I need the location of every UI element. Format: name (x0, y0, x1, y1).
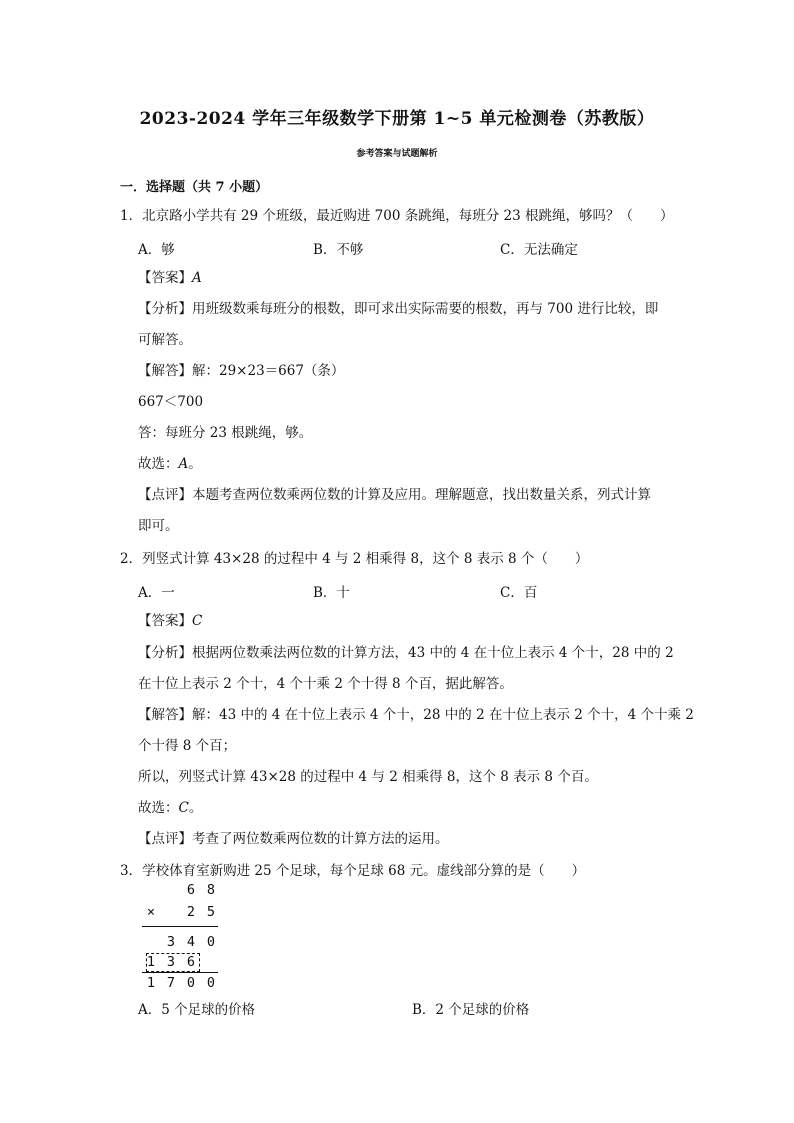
q1-option-c: C．无法确定 (500, 242, 578, 258)
q1-comment-line2: 即可。 (138, 518, 179, 534)
q2-option-c: C．百 (500, 585, 538, 601)
digit: 0 (206, 934, 216, 950)
q2-option-a: A．一 (138, 585, 175, 601)
q1-solution-line3: 答：每班分 23 根跳绳，够。 (138, 425, 313, 441)
answer-value: C (192, 613, 203, 629)
answer-label: 【答案】 (138, 613, 192, 629)
q1-option-a: A．够 (138, 242, 175, 258)
digit: 0 (186, 975, 196, 991)
q2-stem: 2．列竖式计算 43×28 的过程中 4 与 2 相乘得 8，这个 8 表示 8 个（ ） (120, 551, 589, 567)
q3-option-b: B．2 个足球的价格 (412, 1002, 530, 1018)
digit: 6 (186, 954, 196, 970)
digit: 0 (206, 975, 216, 991)
digit: 5 (206, 904, 216, 920)
digit: 2 (186, 904, 196, 920)
answer-value: A (192, 270, 202, 286)
choice-prefix: 故选： (138, 800, 179, 816)
digit: 6 (186, 882, 196, 898)
answer-label: 【答案】 (138, 270, 192, 286)
page-subtitle: 参考答案与试题解析 (356, 149, 438, 159)
q3-stem: 3．学校体育室新购进 25 个足球，每个足球 68 元。虚线部分算的是（ ） (120, 863, 586, 879)
q1-stem: 1．北京路小学共有 29 个班级，最近购进 700 条跳绳，每班分 23 根跳绳，够吗？（ ） (120, 208, 674, 224)
section-heading: 一．选择题（共 7 小题） (120, 180, 269, 195)
choice-suffix: 。 (188, 456, 202, 472)
choice-suffix: 。 (188, 800, 203, 816)
q2-solution-line1: 【解答】解：43 中的 4 在十位上表示 4 个十，28 中的 2 在十位上表示 2 个十，4 个十乘 2 (138, 707, 694, 723)
q2-answer (138, 612, 202, 630)
choice-value: C (178, 800, 189, 816)
digit: 1 (146, 954, 156, 970)
q3-option-a: A．5 个足球的价格 (138, 1002, 256, 1018)
q2-option-b: B．十 (313, 585, 350, 601)
choice-prefix: 故选： (138, 456, 179, 472)
q1-analysis-line2: 可解答。 (138, 332, 192, 348)
digit: 8 (206, 882, 216, 898)
q2-solution-line3: 所以，列竖式计算 43×28 的过程中 4 与 2 相乘得 8，这个 8 表示 8 个百。 (138, 769, 598, 785)
q2-choice (138, 799, 202, 817)
digit: 1 (146, 975, 156, 991)
q2-solution-line2: 个十得 8 个百； (138, 738, 237, 754)
q2-analysis-line2: 在十位上表示 2 个十，4 个十乘 2 个十得 8 个百，据此解答。 (138, 676, 513, 692)
rule-line (142, 926, 218, 927)
q2-comment-line1: 【点评】考查了两位数乘两位数的计算方法的运用。 (138, 831, 449, 847)
digit: 3 (166, 934, 176, 950)
q1-option-b: B．不够 (313, 242, 364, 258)
digit: 7 (166, 975, 176, 991)
page-title: 2023-2024 学年三年级数学下册第 1~5 单元检测卷（苏教版） (139, 109, 655, 129)
choice-value: A (178, 456, 189, 472)
digit: 4 (186, 934, 196, 950)
q1-comment-line1: 【点评】本题考查两位数乘两位数的计算及应用。理解题意，找出数量关系，列式计算 (138, 487, 651, 503)
multiply-sign: × (146, 904, 156, 920)
q1-solution-line1: 【解答】解：29×23＝667（条） (138, 363, 345, 379)
q2-analysis-line1: 【分析】根据两位数乘法两位数的计算方法，43 中的 4 在十位上表示 4 个十，28 中的 2 (138, 645, 674, 661)
q1-answer (138, 269, 202, 287)
q1-analysis-line1: 【分析】用班级数乘每班分的根数，即可求出实际需要的根数，再与 700 进行比较，即 (138, 301, 659, 317)
q1-choice (138, 455, 202, 473)
rule-line (142, 972, 218, 973)
digit: 3 (166, 954, 176, 970)
q1-solution-line2: 667＜700 (138, 394, 204, 410)
